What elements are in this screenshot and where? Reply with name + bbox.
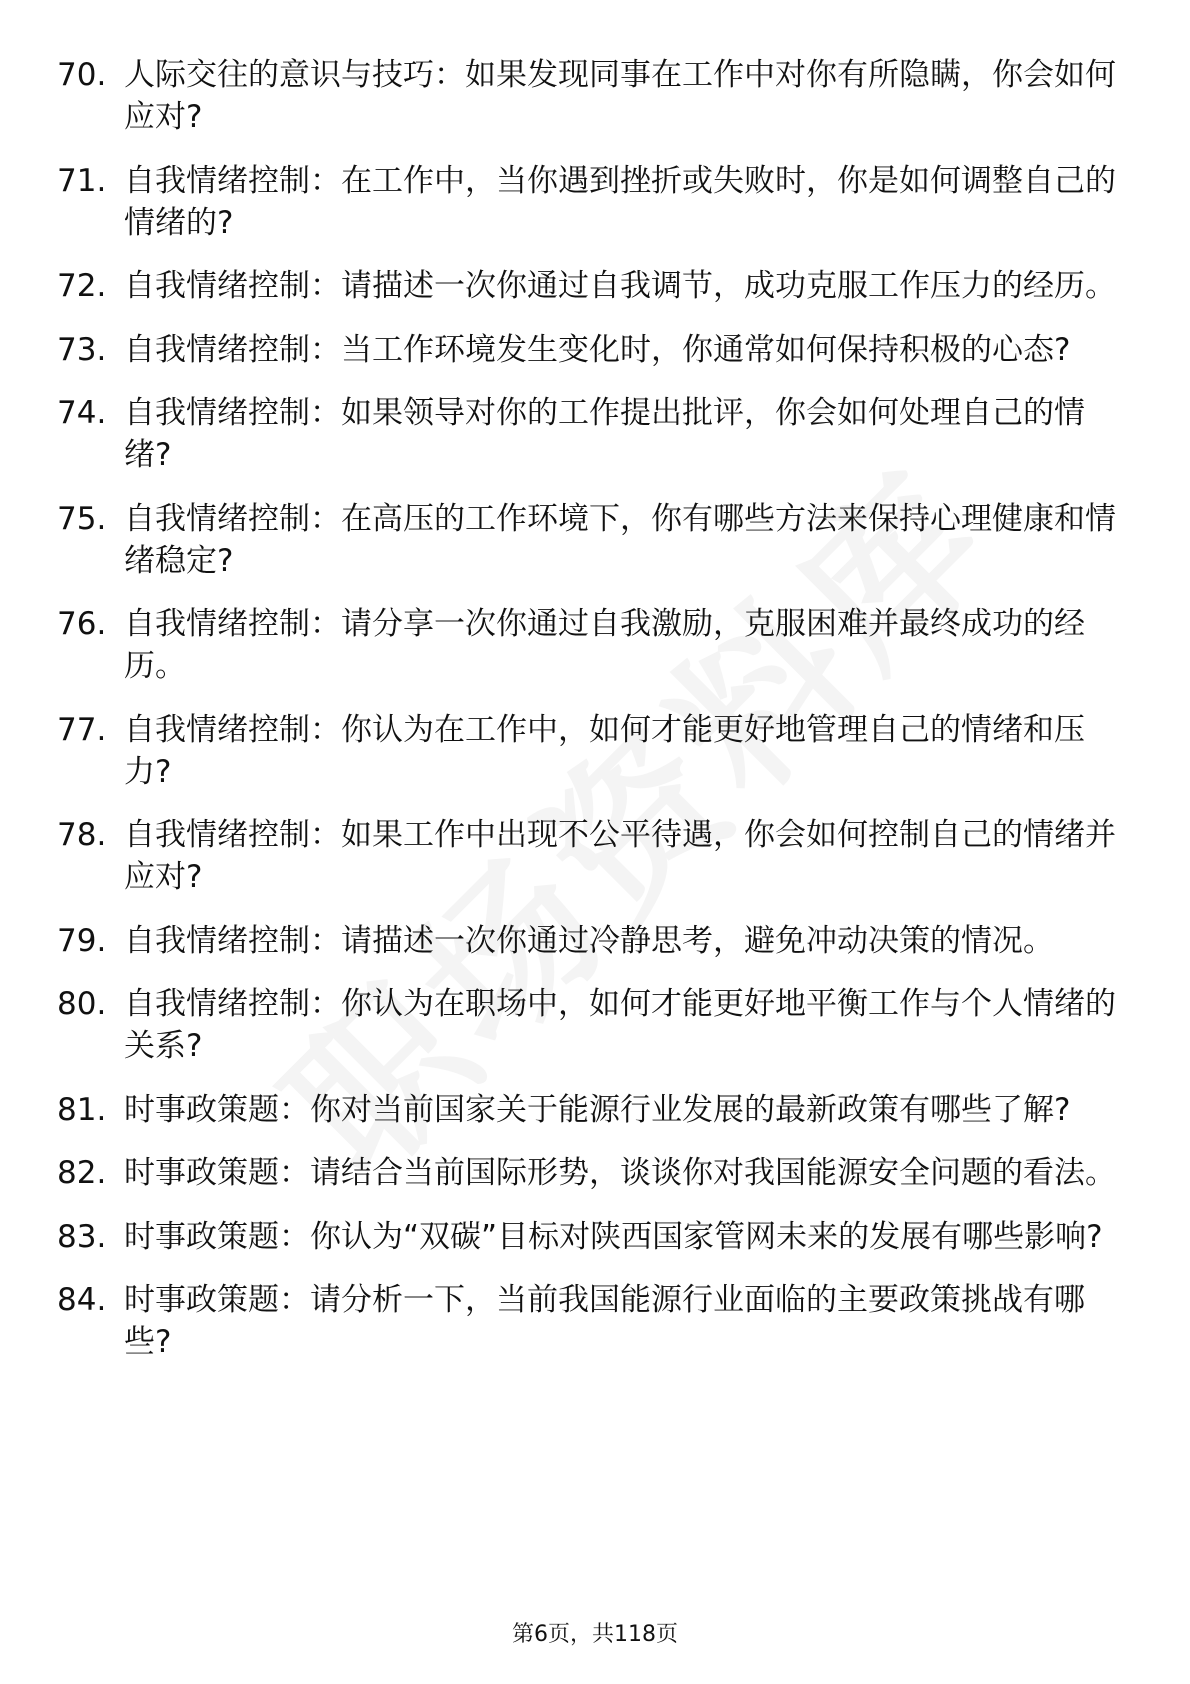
list-item [57, 498, 1137, 582]
list-item [57, 160, 1137, 244]
question-number: 73. [57, 331, 107, 368]
question-number: 81. [57, 1091, 107, 1128]
question-number: 77. [57, 711, 107, 748]
question-number: 84. [57, 1282, 107, 1318]
question-number: 72. [57, 268, 107, 304]
page-footer: 第6页，共118页 [512, 1622, 678, 1647]
question-list [57, 54, 1137, 1385]
list-item [57, 54, 1137, 138]
question-text: 自我情绪控制：请描述一次你通过自我调节，成功克服工作压力的经历。 [124, 268, 1116, 304]
question-number: 71. [57, 162, 107, 199]
question-number: 80. [57, 986, 107, 1022]
question-text: 时事政策题：请分析一下，当前我国能源行业面临的主要政策挑战有哪些? [124, 1282, 1085, 1360]
question-number: 79. [57, 922, 107, 959]
question-text: 自我情绪控制：你认为在职场中，如何才能更好地平衡工作与个人情绪的关系? [124, 986, 1116, 1064]
question-number: 82. [57, 1155, 107, 1191]
question-text: 时事政策题：你对当前国家关于能源行业发展的最新政策有哪些了解? [124, 1091, 1071, 1128]
question-text: 时事政策题：请结合当前国际形势，谈谈你对我国能源安全问题的看法。 [124, 1155, 1116, 1191]
list-item [57, 392, 1137, 476]
question-number: 83. [57, 1218, 107, 1255]
list-item [57, 603, 1137, 687]
question-number: 75. [57, 500, 107, 537]
list-item [57, 709, 1137, 793]
question-text: 自我情绪控制：请分享一次你通过自我激励，克服困难并最终成功的经历。 [124, 606, 1085, 684]
list-item [57, 1152, 1137, 1194]
question-text: 自我情绪控制：当工作环境发生变化时，你通常如何保持积极的心态? [124, 331, 1071, 368]
question-text: 自我情绪控制：在工作中，当你遇到挫折或失败时，你是如何调整自己的情绪的? [124, 162, 1116, 241]
question-number: 76. [57, 606, 107, 642]
list-item [57, 1279, 1137, 1363]
list-item [57, 814, 1137, 898]
list-item [57, 920, 1137, 962]
question-text: 人际交往的意识与技巧：如果发现同事在工作中对你有所隐瞒，你会如何应对? [124, 57, 1116, 135]
question-text: 自我情绪控制：你认为在工作中，如何才能更好地管理自己的情绪和压力? [124, 711, 1085, 790]
question-number: 74. [57, 395, 107, 431]
question-text: 时事政策题：你认为“双碳”目标对陕西国家管网未来的发展有哪些影响? [124, 1218, 1103, 1255]
list-item [57, 983, 1137, 1067]
list-item [57, 329, 1137, 371]
list-item [57, 1216, 1137, 1258]
list-item [57, 265, 1137, 307]
question-number: 70. [57, 57, 107, 93]
question-text: 自我情绪控制：如果工作中出现不公平待遇，你会如何控制自己的情绪并应对? [124, 817, 1116, 895]
question-text: 自我情绪控制：如果领导对你的工作提出批评，你会如何处理自己的情绪? [124, 395, 1085, 473]
question-number: 78. [57, 817, 107, 853]
question-text: 自我情绪控制：在高压的工作环境下，你有哪些方法来保持心理健康和情绪稳定? [124, 500, 1116, 579]
question-text: 自我情绪控制：请描述一次你通过冷静思考，避免冲动决策的情况。 [124, 922, 1054, 959]
list-item [57, 1089, 1137, 1131]
